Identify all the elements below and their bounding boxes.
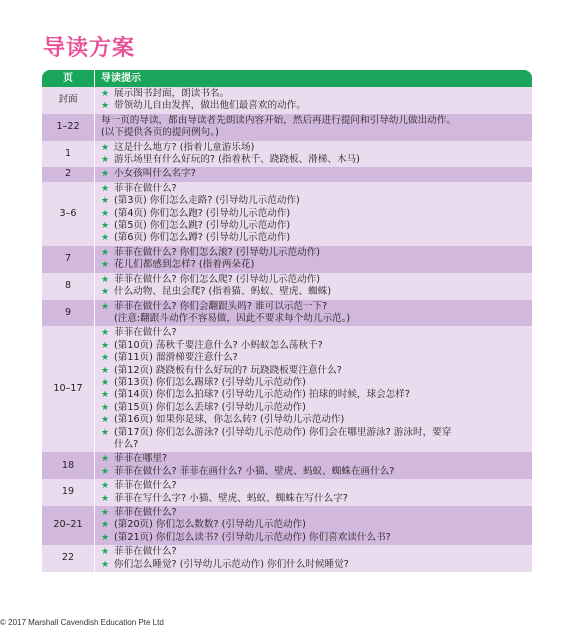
- row-page-number: 18: [42, 452, 95, 479]
- star-icon: ★: [101, 221, 110, 232]
- table-row: [42, 246, 532, 273]
- row-tips: [95, 452, 532, 479]
- tip-text: (第3页) 你们怎么走路? (引导幼儿示范动作): [114, 195, 300, 207]
- row-page-number: 封面: [42, 87, 95, 114]
- tip-text: 菲菲在做什么?: [114, 327, 177, 339]
- star-icon: ★: [101, 196, 110, 207]
- star-icon: ★: [101, 508, 110, 518]
- tip-text: (以下提供各页的提问例句。): [101, 127, 219, 139]
- tip-text: 菲菲在哪里?: [114, 453, 168, 465]
- star-icon: ★: [101, 559, 110, 570]
- table-row: [42, 452, 532, 479]
- star-icon: ★: [101, 520, 110, 531]
- table-body: [42, 87, 532, 572]
- tip-line: [101, 195, 526, 207]
- row-page-number: 7: [42, 246, 95, 273]
- star-icon: ★: [101, 532, 110, 543]
- star-icon: ★: [101, 301, 110, 312]
- row-page-number: 2: [42, 167, 95, 181]
- star-icon: ★: [101, 183, 110, 194]
- tip-line: [101, 127, 526, 139]
- row-tips: [95, 273, 532, 300]
- tip-line: [101, 352, 526, 364]
- table-row: [42, 300, 532, 327]
- tip-line: [101, 100, 526, 112]
- row-tips: [95, 506, 532, 545]
- star-icon: ★: [101, 169, 110, 180]
- row-tips: [95, 182, 532, 246]
- tip-text: (第16页) 如果你是球，你怎么转? (引导幼儿示范动作): [114, 414, 345, 426]
- tip-line: [101, 402, 526, 414]
- tip-text: (第11页) 溜滑梯要注意什么?: [114, 352, 238, 364]
- star-icon: ★: [101, 493, 110, 504]
- tip-line: [101, 168, 526, 180]
- star-icon: [101, 313, 114, 325]
- tip-text: (第20页) 你们怎么数数? (引导幼儿示范动作): [114, 519, 306, 531]
- tip-line: [101, 532, 526, 544]
- tip-text: 菲菲在做什么?: [114, 182, 177, 194]
- tip-line: [101, 493, 526, 505]
- row-tips: [95, 141, 532, 168]
- star-icon: ★: [101, 427, 110, 438]
- table-row: [42, 326, 532, 452]
- table-row: [42, 167, 532, 181]
- row-tips: [95, 167, 532, 181]
- star-icon: ★: [101, 454, 110, 465]
- row-tips: [95, 545, 532, 572]
- tip-text: (第4页) 你们怎么跑? (引导幼儿示范动作): [114, 207, 291, 219]
- tip-text: 你们怎么睡觉? (引导幼儿示范动作) 你们什么时候睡觉?: [114, 558, 349, 570]
- star-icon: ★: [101, 547, 110, 558]
- tip-text: 展示图书封面，朗读书名。: [114, 88, 230, 99]
- star-icon: ★: [101, 353, 110, 364]
- tip-text: (第10页) 荡秋千要注意什么? 小蚂蚁怎么荡秋千?: [114, 339, 323, 351]
- tip-text: 菲菲在做什么? 菲菲在画什么? 小猫、壁虎、蚂蚁、蜘蛛在画什么?: [114, 465, 395, 477]
- row-tips: [95, 246, 532, 273]
- tip-line: [101, 247, 526, 259]
- row-page-number: 20–21: [42, 506, 95, 545]
- star-icon: ★: [101, 466, 110, 477]
- tip-text: (注意:翻跟斗动作不容易做，因此不要求每个幼儿示范。): [114, 312, 351, 324]
- copyright-footer: © 2017 Marshall Cavendish Education Pte Ltd: [0, 618, 164, 627]
- row-page-number: 8: [42, 273, 95, 300]
- tip-text: (第12页) 跷跷板有什么好玩的? 玩跷跷板要注意什么?: [114, 364, 342, 376]
- tip-text: (第13页) 你们怎么踢球? (引导幼儿示范动作): [114, 376, 306, 388]
- star-icon: ★: [101, 101, 110, 112]
- row-tips: [95, 326, 532, 452]
- tip-line: [101, 414, 526, 426]
- table-row: [42, 182, 532, 246]
- tip-line: [101, 286, 526, 298]
- tip-line: [101, 507, 526, 519]
- header-page: 页: [42, 70, 95, 87]
- tip-line: [101, 377, 526, 389]
- table-row: [42, 141, 532, 168]
- tip-text: 菲菲在做什么?: [114, 480, 177, 492]
- row-page-number: 19: [42, 479, 95, 506]
- row-page-number: 9: [42, 300, 95, 327]
- tip-text: 这是什么地方? (指着儿童游乐场): [114, 141, 255, 153]
- tip-line: [101, 115, 526, 127]
- table-row: [42, 87, 532, 114]
- tip-line: [101, 427, 526, 439]
- tip-line: [101, 313, 526, 325]
- table-row: [42, 506, 532, 545]
- star-icon: ★: [101, 260, 110, 271]
- row-tips: [95, 114, 532, 141]
- tip-line: [101, 274, 526, 286]
- row-page-number: 1–22: [42, 114, 95, 141]
- tip-text: 菲菲在做什么?: [114, 546, 177, 558]
- star-icon: ★: [101, 365, 110, 376]
- tip-line: [101, 453, 526, 465]
- tip-line: [101, 365, 526, 377]
- row-page-number: 3–6: [42, 182, 95, 246]
- tip-text: (第15页) 你们怎么丢球? (引导幼儿示范动作): [114, 401, 306, 413]
- tip-text: 带领幼儿自由发挥，做出他们最喜欢的动作。: [114, 100, 306, 112]
- star-icon: ★: [101, 274, 110, 285]
- tip-line: [101, 466, 526, 478]
- star-icon: ★: [101, 402, 110, 413]
- star-icon: ★: [101, 89, 110, 99]
- row-page-number: 1: [42, 141, 95, 168]
- tip-text: (第17页) 你们怎么游泳? (引导幼儿示范动作) 你们会在哪里游泳? 游泳时，要穿: [114, 426, 452, 438]
- tip-text: (第21页) 你们怎么读书? (引导幼儿示范动作) 你们喜欢读什么书?: [114, 531, 391, 543]
- tip-text: (第6页) 你们怎么蹲? (引导幼儿示范动作): [114, 232, 291, 244]
- tip-line: [101, 519, 526, 531]
- tip-line: [101, 301, 526, 313]
- tip-text: 菲菲在做什么?: [114, 507, 177, 518]
- table-header: [42, 70, 532, 87]
- table-row: [42, 273, 532, 300]
- star-icon: ★: [101, 142, 110, 153]
- tip-text: 花儿们都感到怎样? (指着两朵花): [114, 259, 255, 271]
- tip-line: [101, 154, 526, 166]
- row-page-number: 22: [42, 545, 95, 572]
- tip-line: [101, 480, 526, 492]
- tip-line: [101, 208, 526, 220]
- tip-text: (第5页) 你们怎么跳? (引导幼儿示范动作): [114, 220, 291, 232]
- tip-line: [101, 142, 526, 154]
- tip-text: 菲菲在做什么? 你们会翻跟头吗? 谁可以示范一下?: [114, 300, 328, 312]
- row-page-number: 10–17: [42, 326, 95, 452]
- tip-line: [101, 259, 526, 271]
- star-icon: ★: [101, 247, 110, 258]
- star-icon: ★: [101, 415, 110, 426]
- tip-text: 游乐场里有什么好玩的? (指着秋千、跷跷板、滑梯、木马): [114, 154, 360, 166]
- star-icon: ★: [101, 287, 110, 298]
- star-icon: ★: [101, 390, 110, 401]
- tip-text: 菲菲在做什么? 你们怎么爬? (引导幼儿示范动作): [114, 273, 321, 285]
- tip-line: [101, 220, 526, 232]
- tip-line: [101, 88, 526, 100]
- star-icon: ★: [101, 155, 110, 166]
- tip-text: 菲菲在写什么字? 小猫、壁虎、蚂蚁、蜘蛛在写什么字?: [114, 492, 348, 504]
- table-row: [42, 545, 532, 572]
- star-icon: ★: [101, 328, 110, 339]
- tip-text: (第14页) 你们怎么拍球? (引导幼儿示范动作) 拍球的时候，球会怎样?: [114, 389, 410, 401]
- star-icon: ★: [101, 340, 110, 351]
- tip-line: [101, 546, 526, 558]
- page-title: 导读方案: [43, 36, 136, 61]
- tip-line: [101, 559, 526, 571]
- tip-line: [101, 327, 526, 339]
- star-icon: ★: [101, 233, 110, 244]
- row-tips: [95, 479, 532, 506]
- guide-table: [42, 70, 532, 572]
- star-icon: ★: [101, 481, 110, 492]
- table-row: [42, 479, 532, 506]
- header-tips: 导读提示: [101, 73, 141, 84]
- table-row: [42, 114, 532, 141]
- tip-text: 小女孩叫什么名字?: [114, 168, 196, 180]
- tip-line: [101, 232, 526, 244]
- row-tips: [95, 300, 532, 327]
- tip-text: 菲菲在做什么? 你们怎么滚? (引导幼儿示范动作): [114, 246, 321, 258]
- tip-text: 什么?: [114, 438, 139, 450]
- row-tips: [95, 87, 532, 114]
- star-icon: [101, 439, 114, 451]
- tip-line: [101, 340, 526, 352]
- star-icon: ★: [101, 377, 110, 388]
- tip-line: [101, 389, 526, 401]
- tip-text: 什么动物、昆虫会爬? (指着猫、蚂蚁、壁虎、蜘蛛): [114, 286, 332, 298]
- tip-line: [101, 439, 526, 451]
- tip-line: [101, 183, 526, 195]
- tip-text: 每一页的导读，都由导读者先朗读内容开始，然后再进行提问和引导幼儿做出动作。: [101, 114, 456, 126]
- star-icon: ★: [101, 208, 110, 219]
